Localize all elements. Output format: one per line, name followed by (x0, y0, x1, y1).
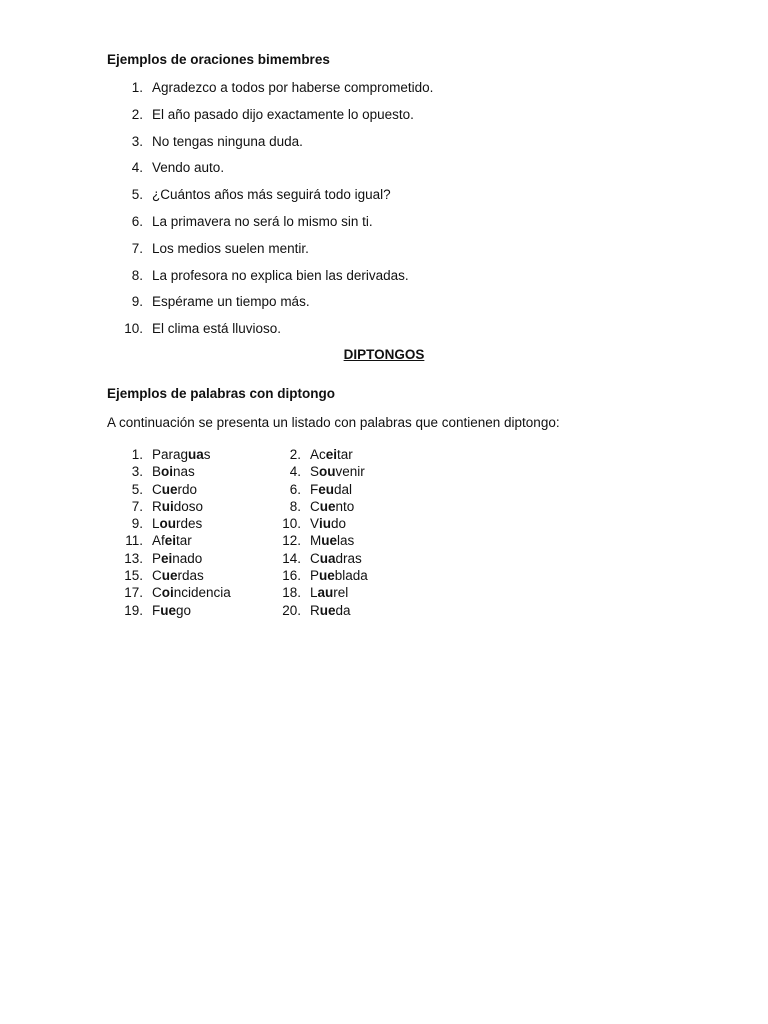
word-item (265, 498, 368, 515)
section-heading-diptongo: Ejemplos de palabras con diptongo (107, 386, 336, 401)
diphthong-highlight: ue (161, 481, 178, 497)
word-item (265, 567, 368, 584)
diphthong-highlight: ui (161, 498, 174, 514)
word: Cuadras (310, 550, 362, 566)
word-item (265, 602, 368, 619)
word-item-number: 13. (124, 550, 143, 566)
word: Cuerdas (152, 568, 204, 584)
word-item-number: 16. (282, 568, 301, 584)
list-item: 10. El clima está lluvioso. (124, 321, 282, 337)
word-item-number: 6. (289, 481, 301, 497)
diphthong-highlight: ue (161, 568, 178, 584)
word-item-number: 3. (131, 464, 143, 480)
word-item (107, 446, 231, 463)
diphthong-highlight: ue (319, 602, 336, 618)
diphthong-highlight: ei (161, 550, 173, 566)
list-item: 4. Vendo auto. (131, 160, 225, 176)
word: Muelas (310, 533, 355, 549)
word-item (107, 515, 231, 532)
word: Boinas (152, 464, 195, 480)
word-item (107, 481, 231, 498)
word: Rueda (310, 602, 351, 618)
word: Aceitar (310, 447, 353, 462)
word: Cuento (310, 498, 355, 514)
word-item-number: 4. (289, 464, 301, 480)
word-item-number: 14. (282, 550, 301, 566)
word: Paraguas (152, 447, 211, 462)
word-item-number: 9. (131, 516, 143, 532)
word-item-number: 11. (125, 533, 143, 549)
word-item (265, 446, 368, 463)
word: Peinado (152, 550, 203, 566)
diphthong-highlight: eu (318, 481, 335, 497)
word-item (265, 481, 368, 498)
word-item (265, 532, 368, 549)
word-item (265, 463, 368, 480)
word-item (265, 584, 368, 601)
word-item-number: 2. (289, 447, 301, 462)
intro-paragraph: A continuación se presenta un listado con palabras que contienen diptongo: (107, 415, 560, 430)
word-item-number: 17. (124, 585, 143, 601)
word-column-right (265, 446, 368, 619)
word-item-number: 1. (131, 447, 143, 462)
word: Viudo (310, 516, 347, 532)
word-column-left (107, 446, 231, 619)
word: Afeitar (152, 533, 192, 549)
word-item (107, 498, 231, 515)
word-item-number: 20. (282, 602, 301, 618)
word: Pueblada (310, 568, 368, 584)
section-heading-oraciones: Ejemplos de oraciones bimembres (107, 52, 330, 67)
word-item (107, 602, 231, 619)
diphthong-highlight: ue (321, 533, 338, 549)
word: Lourdes (152, 516, 203, 532)
diphthong-highlight: ou (319, 464, 336, 480)
list-item: 6. La primavera no será lo mismo sin ti. (131, 213, 373, 229)
word-item-number: 7. (131, 498, 143, 514)
word-item-number: 8. (289, 498, 301, 514)
word-item-number: 10. (282, 516, 301, 532)
word-item (107, 532, 231, 549)
list-item: 8. La profesora no explica bien las derivadas. (131, 267, 409, 283)
word: Cuerdo (152, 481, 198, 497)
diphthong-highlight: ue (160, 602, 177, 618)
list-item: 3. No tengas ninguna duda. (131, 133, 303, 149)
word-item-number: 12. (282, 533, 301, 549)
word-item-number: 5. (131, 481, 143, 497)
word-item (107, 550, 231, 567)
word: Fuego (152, 602, 192, 618)
word: Ruidoso (152, 498, 204, 514)
diphthong-highlight: ue (319, 498, 336, 514)
section-title-diptongos: DIPTONGOS (343, 347, 425, 362)
list-item: 5. ¿Cuántos años más seguirá todo igual? (131, 187, 391, 203)
diphthong-highlight: ua (319, 550, 336, 566)
list-item: 1. Agradezco a todos por haberse comprometido. (131, 80, 434, 95)
word-item (107, 584, 231, 601)
diphthong-highlight: oi (161, 585, 174, 601)
word: Feudal (310, 481, 353, 497)
word-item-number: 18. (282, 585, 301, 601)
word-item (265, 550, 368, 567)
list-item: 9. Espérame un tiempo más. (131, 294, 310, 310)
word: Laurel (310, 585, 349, 601)
diphthong-highlight: iu (319, 516, 332, 532)
list-item: 7. Los medios suelen mentir. (131, 240, 309, 256)
word-item-number: 19. (124, 602, 143, 618)
word-item-number: 15. (124, 568, 143, 584)
diphthong-highlight: ei (164, 533, 177, 549)
word: Souvenir (310, 464, 365, 480)
diphthong-highlight: oi (161, 464, 174, 480)
diphthong-highlight: ei (325, 447, 338, 462)
word: Coincidencia (152, 585, 231, 601)
sentence-list (107, 78, 433, 346)
word-item (107, 567, 231, 584)
list-item: 2. El año pasado dijo exactamente lo opuesto. (131, 106, 414, 122)
diphthong-highlight: ua (188, 447, 204, 462)
diphthong-highlight: ou (159, 516, 177, 532)
diphthong-highlight: ue (319, 568, 335, 584)
word-item (265, 515, 368, 532)
word-item (107, 463, 231, 480)
diphthong-highlight: au (317, 585, 334, 601)
